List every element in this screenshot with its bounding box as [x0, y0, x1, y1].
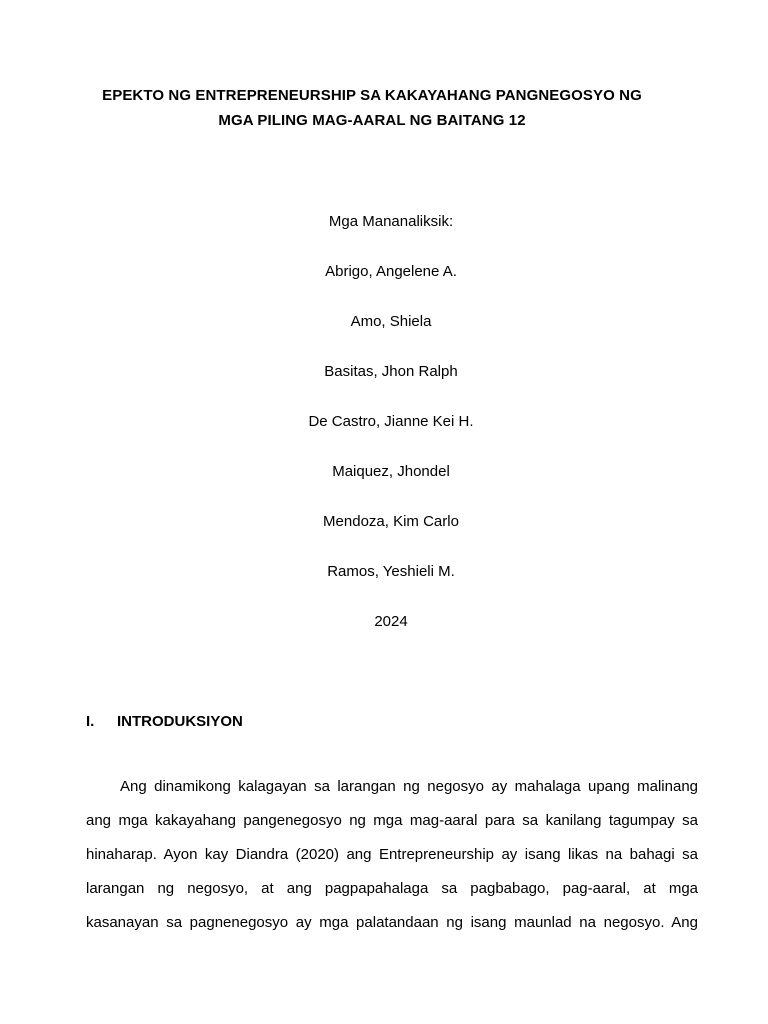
section-title: INTRODUKSIYON — [117, 713, 243, 730]
researcher-name: Abrigo, Angelene A. — [325, 263, 457, 280]
researcher-name: Basitas, Jhon Ralph — [324, 363, 458, 380]
section-heading — [86, 713, 243, 730]
paragraph-line: hinaharap. Ayon kay Diandra (2020) ang Entrepreneurship ay isang likas na bahagi sa — [86, 846, 698, 863]
paragraph-line: ang mga kakayahang pangenegosyo ng mga mag-aaral para sa kanilang tagumpay sa — [86, 812, 698, 829]
researcher-name: Ramos, Yeshieli M. — [327, 563, 455, 580]
researcher-name: Amo, Shiela — [350, 313, 432, 330]
researcher-name: De Castro, Jianne Kei H. — [308, 413, 474, 430]
paragraph-line: larangan ng negosyo, at ang pagpapahalaga sa pagbabago, pag-aaral, at mga — [86, 880, 698, 897]
document-title-line-2: MGA PILING MAG-AARAL NG BAITANG 12 — [218, 112, 526, 129]
researcher-name: Maiquez, Jhondel — [332, 463, 450, 480]
section-number: I. — [86, 713, 95, 730]
researchers-label: Mga Mananaliksik: — [328, 213, 454, 230]
paragraph-line: Ang dinamikong kalagayan sa larangan ng negosyo ay mahalaga upang malinang — [120, 778, 698, 795]
document-title-line-1: EPEKTO NG ENTREPRENEURSHIP SA KAKAYAHANG PANGNEGOSYO NG — [102, 87, 642, 104]
introduction-paragraph — [86, 770, 698, 940]
publication-year: 2024 — [374, 613, 408, 630]
paragraph-line: kasanayan sa pagnenegosyo ay mga palatandaan ng isang maunlad na negosyo. Ang — [86, 914, 698, 931]
researcher-name: Mendoza, Kim Carlo — [323, 513, 459, 530]
